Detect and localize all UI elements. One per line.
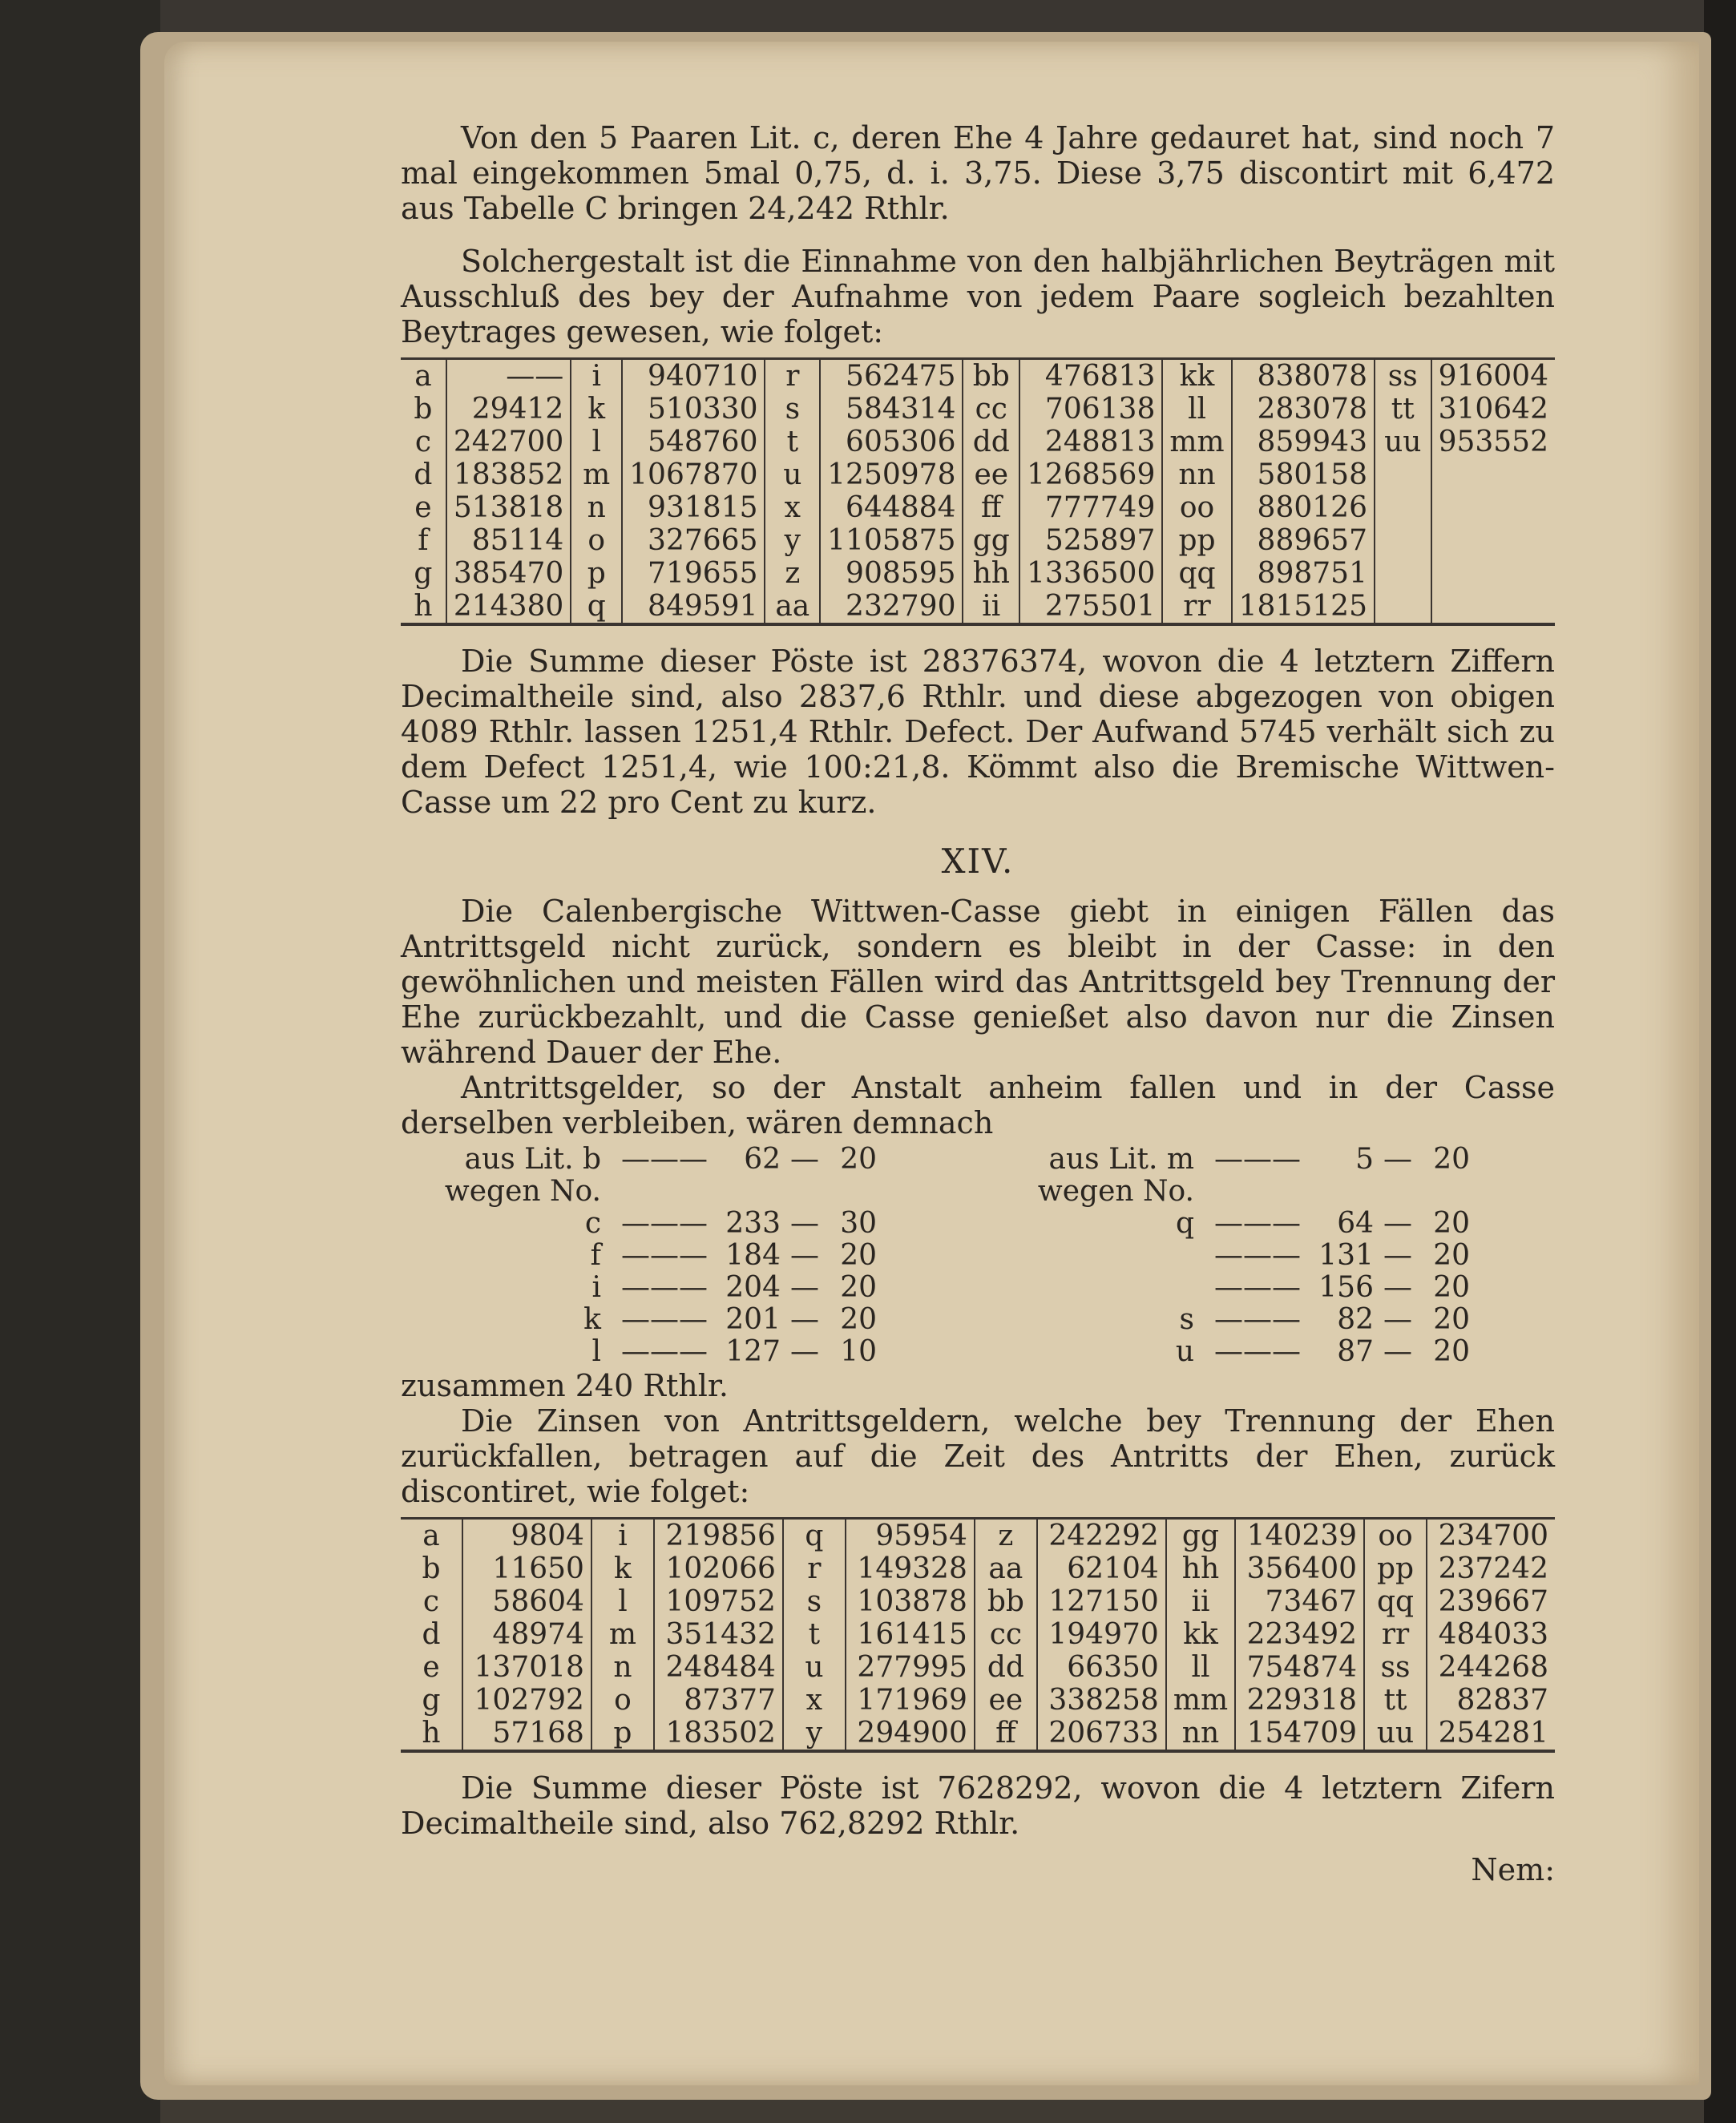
list-dash: ——— [621,1143,708,1176]
list-amt: 10 [840,1335,877,1368]
table-row [401,1618,1555,1651]
table-cell-value: 1105875 [820,524,963,557]
table-cell-label: m [571,458,622,491]
table-row [401,557,1555,590]
table-cell-value: 219856 [654,1519,783,1553]
table-cell-label: n [571,491,622,524]
list-sep: — [1383,1207,1412,1240]
table-cell-value: 66350 [1037,1651,1166,1684]
table-cell-label: pp [1364,1552,1427,1585]
table-cell-value: 223492 [1235,1618,1364,1651]
table-cell-value: 154709 [1235,1717,1364,1751]
catchword: Nem: [1471,1852,1555,1887]
table-cell-value: 580158 [1232,458,1375,491]
table-cell-label: ss [1364,1651,1427,1684]
table-cell-label: gg [1166,1519,1235,1553]
table-cell-value [1431,557,1555,590]
table-cell-value [1431,524,1555,557]
table-cell-label [1375,557,1431,590]
interest-table [401,1517,1555,1753]
table-cell-value: 310642 [1431,393,1555,426]
table-cell-value: 102066 [654,1552,783,1585]
table-cell-value: 777749 [1019,491,1162,524]
list-dash: ——— [1214,1239,1301,1272]
table-cell-label: nn [1166,1717,1235,1751]
table-cell-label: aa [975,1552,1037,1585]
table-cell-label: b [414,393,433,426]
table-cell-value: 244268 [1427,1651,1555,1684]
list-dash: ——— [621,1207,708,1240]
table-cell-value [1431,590,1555,624]
list-amt: 20 [1433,1271,1470,1304]
table-cell-value: 889657 [1232,524,1375,557]
table-cell-label: ee [975,1684,1037,1717]
table-cell-label: ss [1375,359,1431,394]
table-row [401,359,1555,394]
table-cell-value: 248484 [654,1651,783,1684]
table-cell-value: 510330 [622,393,765,426]
entrance-fee-list-right [994,1144,1555,1368]
table-cell-label: hh [963,557,1019,590]
list-prefix [994,1272,1205,1304]
table-cell-value: 85114 [446,524,571,557]
table-cell-label: y [765,524,820,557]
table-row [401,491,1555,524]
list-sep: — [1383,1335,1412,1368]
table-cell-value: 1067870 [622,458,765,491]
list-sep: — [790,1207,819,1240]
table-cell-value: 149328 [846,1552,975,1585]
table-cell-label: kk [1166,1618,1235,1651]
table-cell-label: q [783,1519,846,1553]
list-sep: — [790,1303,819,1336]
list-dash: ——— [621,1303,708,1336]
list-prefix: q [1175,1207,1194,1240]
list-sep: — [790,1239,819,1272]
table-cell-value: 484033 [1427,1618,1555,1651]
table-cell-value: 351432 [654,1618,783,1651]
list-prefix: f [590,1239,601,1272]
table-cell-value: 859943 [1232,426,1375,458]
table-cell-value: 229318 [1235,1684,1364,1717]
list-prefix: u [1175,1335,1194,1368]
table-cell-value: 237242 [1427,1552,1555,1585]
table-cell-label: t [783,1618,846,1651]
table-cell-value: 605306 [820,426,963,458]
table-cell-label: ff [963,491,1019,524]
paragraph-5: Antrittsgelder, so der Anstalt anheim fallen und in der Casse derselben verbleiben, wären demnach [401,1070,1555,1140]
table-cell-label: a [414,360,432,393]
list-sep: — [790,1143,819,1176]
table-cell-value: 140239 [1235,1519,1364,1553]
table-cell-label: p [571,557,622,590]
table-cell-label: a [422,1520,440,1552]
entrance-fee-lists [401,1144,1555,1368]
table-cell-value: 476813 [1019,359,1162,394]
table-cell-value: 1336500 [1019,557,1162,590]
table-cell-value: 48974 [462,1618,591,1651]
table-cell-value: 706138 [1019,393,1162,426]
list-amt: 20 [840,1271,877,1304]
list-amt: 20 [1433,1239,1470,1272]
table-cell-value: 58604 [462,1585,591,1618]
table-cell-value: 849591 [622,590,765,624]
table-cell-value: 87377 [654,1684,783,1717]
table-cell-label: x [765,491,820,524]
table-cell-value: 719655 [622,557,765,590]
table-cell-value: 29412 [446,393,571,426]
table-row [401,1684,1555,1717]
list-item [401,1336,962,1368]
list-dash: ——— [621,1239,708,1272]
list-prefix: aus Lit. b wegen No. [444,1143,601,1208]
table-cell-value: 183852 [446,458,571,491]
list-sep: — [790,1335,819,1368]
list-dash: ——— [621,1271,708,1304]
table-cell-value: 161415 [846,1618,975,1651]
table-cell-label: nn [1162,458,1231,491]
table-cell-label: mm [1162,426,1231,458]
table-cell-label: e [422,1651,440,1684]
list-amt: 20 [840,1143,877,1176]
table-cell-value: —— [446,359,571,394]
table-cell-value: 931815 [622,491,765,524]
table-row [401,426,1555,458]
list-no: 184 [725,1239,781,1272]
list-amt: 20 [1433,1335,1470,1368]
table-cell-value: 908595 [820,557,963,590]
list-prefix: aus Lit. m wegen No. [1037,1143,1194,1208]
table-cell-label: cc [963,393,1019,426]
table-cell-value: 916004 [1431,359,1555,394]
list-dash: ——— [1214,1303,1301,1336]
table-cell-label: u [765,458,820,491]
paragraph-3: Die Summe dieser Pöste ist 28376374, wovon die 4 letztern Ziffern Decimaltheile sind, also 2837,6 Rthlr. und diese abgezogen von obigen 4089 Rthlr. lassen 1251,4 Rthlr. Defect. Der Aufwand 5745 verhält sich zu dem Defect 1251,4, wie 100:21,8. Kömmt also die Bremische Wittwen-Casse um 22 pro Cent zu kurz. [401,644,1555,820]
table-cell-label: ii [1166,1585,1235,1618]
table-cell-label: s [765,393,820,426]
table-cell-value: 103878 [846,1585,975,1618]
table-cell-label: p [591,1717,654,1751]
table-cell-label: oo [1364,1519,1427,1553]
table-cell-value: 644884 [820,491,963,524]
table-cell-label: mm [1166,1684,1235,1717]
list-dash: ——— [621,1335,708,1368]
table-cell-label [1375,491,1431,524]
table-cell-label: ii [963,590,1019,624]
table-cell-value: 206733 [1037,1717,1166,1751]
table-row [401,1717,1555,1751]
table-cell-label: g [414,557,433,590]
table-cell-label: tt [1375,393,1431,426]
list-amt: 20 [1433,1143,1470,1176]
table-cell-value: 277995 [846,1651,975,1684]
table-cell-value: 513818 [446,491,571,524]
table-cell-value: 525897 [1019,524,1162,557]
table-cell-label: ee [963,458,1019,491]
table-cell-label: y [783,1717,846,1751]
table-row [401,590,1555,624]
table-cell-label: hh [1166,1552,1235,1585]
table-cell-value: 338258 [1037,1684,1166,1717]
table-cell-value: 327665 [622,524,765,557]
list-no: 131 [1318,1239,1374,1272]
table-cell-label: r [783,1552,846,1585]
table-cell-value: 953552 [1431,426,1555,458]
list-dash: ——— [1214,1335,1301,1368]
list-amt: 20 [1433,1207,1470,1240]
table-cell-value: 838078 [1232,359,1375,394]
table-cell-value: 242292 [1037,1519,1166,1553]
table-cell-label: n [591,1651,654,1684]
table-row [401,393,1555,426]
list-amt: 30 [840,1207,877,1240]
table-cell-value: 171969 [846,1684,975,1717]
list-no: 156 [1318,1271,1374,1304]
list-item [401,1240,962,1272]
list-item [401,1144,962,1208]
table-cell-value: 95954 [846,1519,975,1553]
table-cell-value: 1250978 [820,458,963,491]
list-no: 87 [1337,1335,1374,1368]
table-cell-value: 57168 [462,1717,591,1751]
list-no: 5 [1355,1143,1374,1176]
table-cell-label: i [591,1519,654,1553]
table-cell-value: 234700 [1427,1519,1555,1553]
table-row [401,458,1555,491]
table-cell-label: ff [975,1717,1037,1751]
list-no: 62 [744,1143,781,1176]
paragraph-7: Die Summe dieser Pöste ist 7628292, wovon die 4 letztern Zifern Decimaltheile sind, also 762,8292 Rthlr. [401,1770,1555,1841]
table-cell-value: 940710 [622,359,765,394]
paragraph-2: Solchergestalt ist die Einnahme von den halbjährlichen Beyträgen mit Ausschluß des bey der Aufnahme von jedem Paare sogleich bezahlten Beytrages gewesen, wie folget: [401,244,1555,349]
list-sep: — [1383,1239,1412,1272]
list-no: 233 [725,1207,781,1240]
paragraph-4: Die Calenbergische Wittwen-Casse giebt in einigen Fällen das Antrittsgeld nicht zurück, sondern es bleibt in der Casse: in den gewöhnlichen und meisten Fällen wird das Antrittsgeld bey Trennung der Ehe zurückbezahlt, und die Casse genießet also davon nur die Zinsen während Dauer der Ehe. [401,894,1555,1070]
page-content [401,120,1555,1887]
table-cell-value: 127150 [1037,1585,1166,1618]
table-cell-label: d [422,1618,441,1651]
table-cell-value: 242700 [446,426,571,458]
table-cell-label: qq [1162,557,1231,590]
list-no: 127 [725,1335,781,1368]
table-cell-label: e [414,491,432,524]
table-cell-label: uu [1375,426,1431,458]
table-cell-label: l [591,1585,654,1618]
table-cell-label: cc [975,1618,1037,1651]
list-item [994,1208,1555,1240]
table-cell-label: t [765,426,820,458]
table-cell-value: 356400 [1235,1552,1364,1585]
table-cell-value: 183502 [654,1717,783,1751]
table-cell-label: i [571,359,622,394]
table-cell-value: 82837 [1427,1684,1555,1717]
table-cell-label: l [571,426,622,458]
list-item [401,1272,962,1304]
list-sep: — [1383,1271,1412,1304]
table-cell-label: uu [1364,1717,1427,1751]
table-cell-label: d [414,458,433,491]
paragraph-6: Die Zinsen von Antrittsgeldern, welche bey Trennung der Ehen zurückfallen, betragen auf die Zeit des Antritts der Ehen, zurück discontiret, wie folget: [401,1403,1555,1509]
table-cell-value: 754874 [1235,1651,1364,1684]
table-cell-value: 9804 [462,1519,591,1553]
total-line: zusammen 240 Rthlr. [401,1368,729,1403]
list-dash: ——— [1214,1143,1301,1176]
table-cell-label: x [783,1684,846,1717]
table-row [401,524,1555,557]
table-cell-value: 62104 [1037,1552,1166,1585]
list-dash: ——— [1214,1207,1301,1240]
list-prefix: k [583,1303,601,1336]
list-sep: — [1383,1303,1412,1336]
table-cell-value: 385470 [446,557,571,590]
table-cell-label: kk [1162,359,1231,394]
table-cell-label: bb [963,359,1019,394]
list-prefix: l [591,1335,601,1368]
table-cell-label: ll [1162,393,1231,426]
table-cell-label: dd [963,426,1019,458]
list-dash: ——— [1214,1271,1301,1304]
table-cell-label: c [414,426,432,458]
table-cell-value: 1268569 [1019,458,1162,491]
table-cell-label: z [975,1519,1037,1553]
section-heading: XIV. [941,842,1015,881]
table-cell-label: rr [1364,1618,1427,1651]
table-cell-label: pp [1162,524,1231,557]
table-cell-value: 1815125 [1232,590,1375,624]
table-cell-value: 194970 [1037,1618,1166,1651]
table-cell-label: rr [1162,590,1231,624]
table-cell-value: 109752 [654,1585,783,1618]
table-cell-value: 232790 [820,590,963,624]
list-item [994,1272,1555,1304]
table-cell-label [1375,524,1431,557]
table-cell-label: s [783,1585,846,1618]
list-item [994,1144,1555,1208]
list-item [401,1304,962,1336]
background-left [0,0,160,2123]
list-item [401,1208,962,1240]
table-cell-value: 283078 [1232,393,1375,426]
table-cell-label [1375,590,1431,624]
table-cell-label: u [783,1651,846,1684]
table-cell-value: 562475 [820,359,963,394]
contributions-table [401,357,1555,626]
table-cell-value [1431,458,1555,491]
table-row [401,1585,1555,1618]
table-row [401,1651,1555,1684]
table-row [401,1552,1555,1585]
table-cell-label: f [418,524,429,557]
table-cell-value: 254281 [1427,1717,1555,1751]
list-prefix: c [584,1207,601,1240]
table-cell-value: 275501 [1019,590,1162,624]
table-row [401,1519,1555,1553]
table-cell-label: o [591,1684,654,1717]
list-no: 201 [725,1303,781,1336]
table-cell-label: k [591,1552,654,1585]
table-cell-value: 294900 [846,1717,975,1751]
list-item [994,1304,1555,1336]
table-cell-value: 137018 [462,1651,591,1684]
table-cell-label: h [414,590,433,623]
list-item [994,1336,1555,1368]
table-cell-label: h [422,1717,441,1750]
paragraph-1: Von den 5 Paaren Lit. c, deren Ehe 4 Jahre gedauret hat, sind noch 7 mal eingekommen 5mal 0,75, d. i. 3,75. Diese 3,75 discontirt mit 6,472 aus Tabelle C bringen 24,242 Rthlr. [401,120,1555,226]
table-cell-label: o [571,524,622,557]
table-cell-label: b [422,1552,441,1585]
table-cell-value: 239667 [1427,1585,1555,1618]
table-cell-value: 548760 [622,426,765,458]
list-sep: — [1383,1143,1412,1176]
list-no: 204 [725,1271,781,1304]
table-cell-label: c [422,1585,440,1618]
list-item [994,1240,1555,1272]
table-cell-value: 11650 [462,1552,591,1585]
table-cell-value: 102792 [462,1684,591,1717]
list-no: 64 [1337,1207,1374,1240]
list-prefix: i [591,1271,601,1304]
table-cell-label: aa [765,590,820,624]
table-cell-value: 584314 [820,393,963,426]
list-no: 82 [1337,1303,1374,1336]
entrance-fee-list-left [401,1144,962,1368]
table-cell-value: 73467 [1235,1585,1364,1618]
table-cell-value [1431,491,1555,524]
table-cell-label: g [422,1684,441,1717]
list-amt: 20 [840,1239,877,1272]
table-cell-label: ll [1166,1651,1235,1684]
table-cell-label: bb [975,1585,1037,1618]
list-amt: 20 [840,1303,877,1336]
table-cell-value: 898751 [1232,557,1375,590]
table-cell-label: oo [1162,491,1231,524]
table-cell-label: dd [975,1651,1037,1684]
table-cell-label: tt [1364,1684,1427,1717]
table-cell-value: 880126 [1232,491,1375,524]
table-cell-label: gg [963,524,1019,557]
table-cell-label: qq [1364,1585,1427,1618]
table-cell-value: 248813 [1019,426,1162,458]
table-cell-label: r [765,359,820,394]
list-prefix [994,1240,1205,1272]
list-sep: — [790,1271,819,1304]
list-prefix: s [1179,1303,1194,1336]
table-cell-label [1375,458,1431,491]
list-amt: 20 [1433,1303,1470,1336]
table-cell-label: q [571,590,622,624]
table-cell-label: m [591,1618,654,1651]
table-cell-label: k [571,393,622,426]
table-cell-label: z [765,557,820,590]
table-cell-value: 214380 [446,590,571,624]
